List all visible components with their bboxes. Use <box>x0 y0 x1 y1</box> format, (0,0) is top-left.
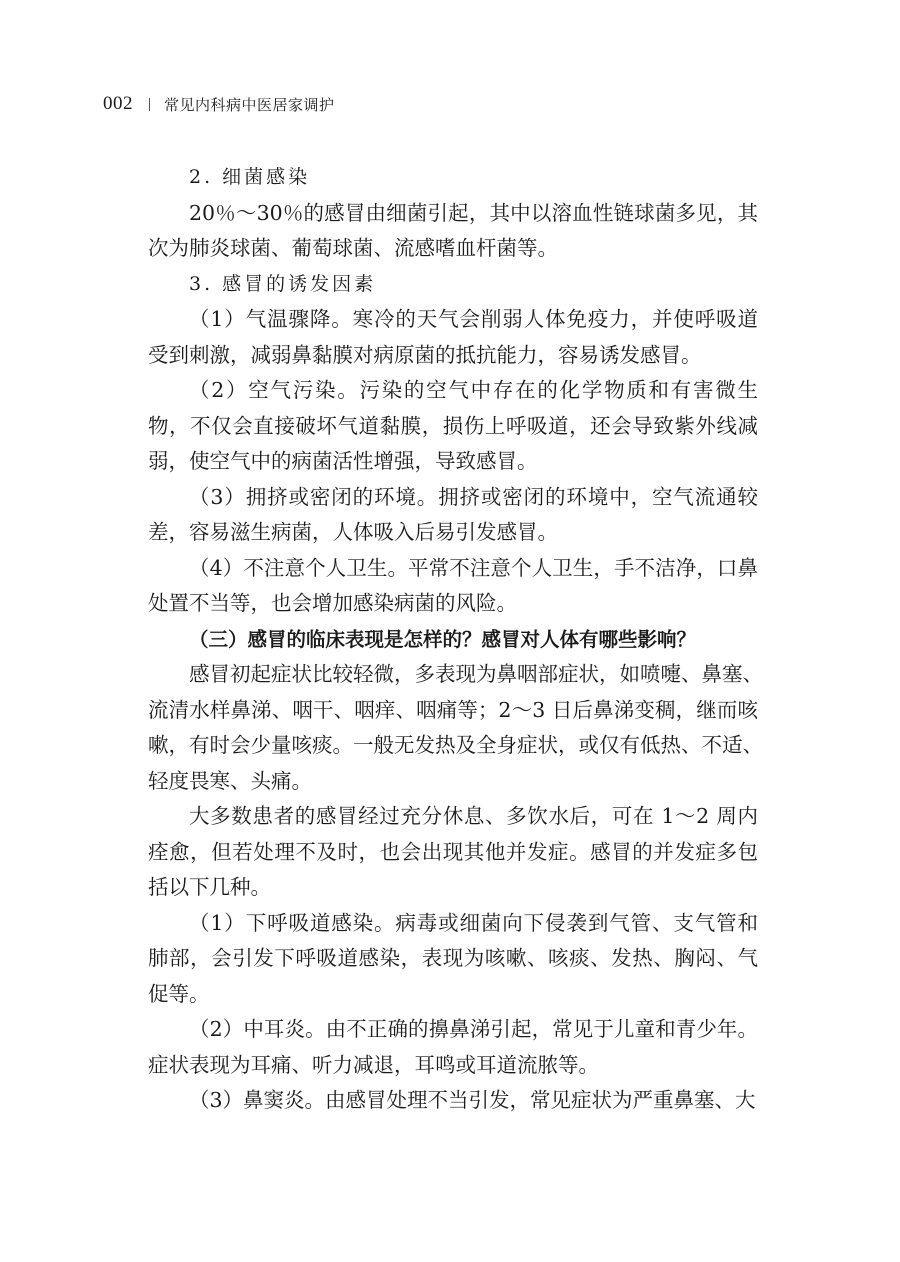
paragraph <box>148 373 758 480</box>
paragraph <box>148 657 763 799</box>
paragraph-line: （3）拥挤或密闭的环境。拥挤或密闭的环境中，空气流通较 <box>189 484 758 509</box>
paragraph <box>148 906 758 1013</box>
page-body <box>148 160 763 1119</box>
paragraph-line: （1）下呼吸道感染。病毒或细菌向下侵袭到气管、支气管和 <box>189 910 758 935</box>
paragraph-line: 弱，使空气中的病菌活性增强，导致感冒。 <box>148 449 538 473</box>
paragraph-line: 流清水样鼻涕、咽干、咽痒、咽痛等；2～3 日后鼻涕变稠，继而咳 <box>148 697 758 722</box>
paragraph-line: 20％～30％的感冒由细菌引起，其中以溶血性链球菌多见，其 <box>189 200 758 225</box>
paragraph-line: 括以下几种。 <box>148 875 271 899</box>
paragraph <box>148 1012 758 1083</box>
paragraph <box>148 196 758 267</box>
section-subheading: 3. 感冒的诱发因素 <box>189 272 377 295</box>
paragraph-line: 处置不当等，也会增加感染病菌的风险。 <box>148 591 517 615</box>
paragraph-line: 症状表现为耳痛、听力减退，耳鸣或耳道流脓等。 <box>148 1052 599 1077</box>
paragraph <box>148 799 758 906</box>
paragraph-line: （3）鼻窦炎。由感冒处理不当引发，常见症状为严重鼻塞、大 <box>189 1088 756 1112</box>
paragraph <box>148 551 758 622</box>
paragraph <box>148 302 758 373</box>
book-title: 常见内科病中医居家调护 <box>164 95 335 114</box>
page-number: 002 <box>103 93 133 114</box>
paragraph-line: 差，容易滋生病菌，人体吸入后易引发感冒。 <box>148 520 558 544</box>
paragraph-line: 物，不仅会直接破坏气道黏膜，损伤上呼吸道，还会导致紫外线减 <box>148 413 758 438</box>
paragraph-line: 大多数患者的感冒经过充分休息、多饮水后，可在 1～2 周内 <box>189 804 758 828</box>
paragraph <box>148 480 758 551</box>
paragraph-line: 轻度畏寒、头痛。 <box>148 768 312 793</box>
paragraph-line: （2）中耳炎。由不正确的擤鼻涕引起，常见于儿童和青少年。 <box>189 1017 758 1041</box>
paragraph-line: 嗽，有时会少量咳痰。一般无发热及全身症状，或仅有低热、不适、 <box>148 733 763 757</box>
paragraph-line: 受到刺激，减弱鼻黏膜对病原菌的抵抗能力，容易诱发感冒。 <box>148 342 702 367</box>
paragraph-line: 肺部，会引发下呼吸道感染，表现为咳嗽、咳痰、发热、胸闷、气 <box>148 946 758 970</box>
paragraph-line: 感冒初起症状比较轻微，多表现为鼻咽部症状，如喷嚏、鼻塞、 <box>189 662 763 686</box>
paragraph-line: （2）空气污染。污染的空气中存在的化学物质和有害微生 <box>189 378 758 402</box>
header-divider <box>149 98 150 111</box>
paragraph <box>148 1083 758 1119</box>
paragraph-line: 次为肺炎球菌、葡萄球菌、流感嗜血杆菌等。 <box>148 236 558 260</box>
paragraph-line: 痊愈，但若处理不及时，也会出现其他并发症。感冒的并发症多包 <box>148 839 758 864</box>
section-subheading: 2. 细菌感染 <box>189 166 311 188</box>
paragraph-line: 促等。 <box>148 981 210 1006</box>
running-header <box>103 92 335 116</box>
section-heading: （三）感冒的临床表现是怎样的？感冒对人体有哪些影响？ <box>189 627 697 651</box>
paragraph-line: （1）气温骤降。寒冷的天气会削弱人体免疫力，并使呼吸道 <box>189 307 758 331</box>
paragraph-line: （4）不注意个人卫生。平常不注意个人卫生，手不洁净，口鼻 <box>189 555 758 580</box>
